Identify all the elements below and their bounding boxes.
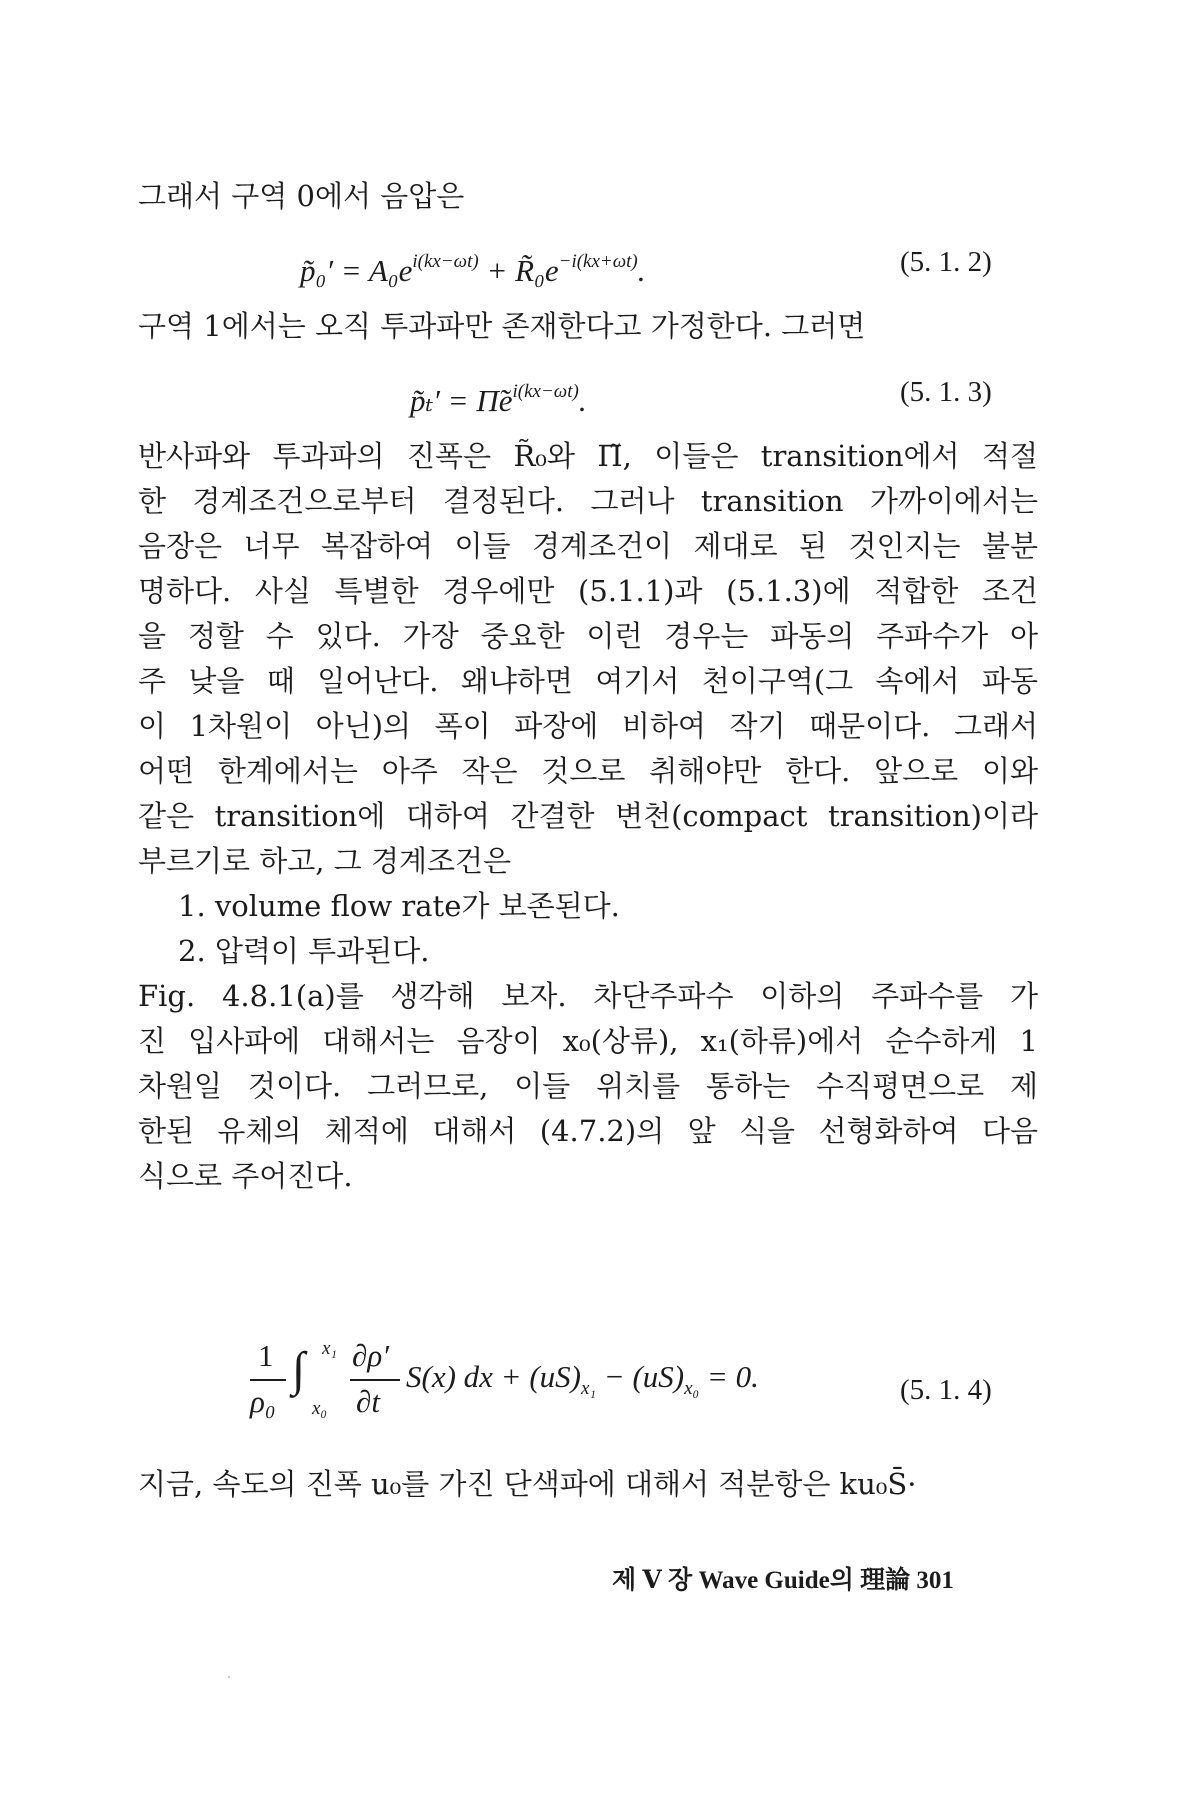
equation-5-1-2 [0, 232, 1200, 292]
paragraph-line: 부르기로 하고, 그 경계조건은 [138, 844, 512, 878]
equation-5-1-3-number: (5. 1. 3) [900, 376, 992, 408]
paragraph-region1: 구역 1에서는 오직 투과파만 존재한다고 가정한다. 그러면 [138, 309, 866, 343]
paragraph-line: 한된 유체의 체적에 대해서 (4.7.2)의 앞 식을 선형화하여 다음 [138, 1114, 1038, 1148]
paragraph-line: 명하다. 사실 특별한 경우에만 (5.1.1)과 (5.1.3)에 적합한 조건 [138, 574, 1038, 608]
page-footer: 제 Ⅴ 장 Wave Guide의 理論 301 [612, 1567, 954, 1594]
fraction-denominator-rho: ρ₀ [250, 1384, 276, 1419]
paragraph-line: 반사파와 투과파의 진폭은 R̃₀와 Π̃, 이들은 transition에서 적절 [138, 439, 1038, 473]
equation-5-1-4-row [0, 1360, 1200, 1420]
equation-5-1-4-number: (5. 1. 4) [900, 1374, 992, 1406]
equation-5-1-3-expression: p̃ₜ′ = $\Pĩe^{i(kx-\omega t)}$. [410, 381, 587, 418]
paragraph-line: 이 1차원이 아닌)의 폭이 파장에 비하여 작기 때문이다. 그래서 [138, 709, 1038, 743]
paragraph-line: 어떤 한계에서는 아주 작은 것으로 취해야만 한다. 앞으로 이와 [138, 754, 1038, 788]
derivative-denominator: ∂t [356, 1384, 380, 1419]
paragraph-line: 한 경계조건으로부터 결정된다. 그러나 transition 가까이에서는 [138, 484, 1038, 518]
list-item-volume-flow: 1. volume flow rate가 보존된다. [178, 889, 620, 923]
paragraph-line: 주 낮을 때 일어난다. 왜냐하면 여기서 천이구역(그 속에서 파동 [138, 664, 1038, 698]
paragraph-line: 차원일 것이다. 그러므로, 이들 위치를 통하는 수직평면으로 제 [138, 1069, 1038, 1103]
paragraph-line: 진 입사파에 대해서는 음장이 x₀(상류), x₁(하류)에서 순수하게 1 [138, 1024, 1038, 1058]
paragraph-line: 음장은 너무 복잡하여 이들 경계조건이 제대로 된 것인지는 불분 [138, 529, 1038, 563]
paragraph-line: Fig. 4.8.1(a)를 생각해 보자. 차단주파수 이하의 주파수를 가 [138, 979, 1038, 1013]
integral-lower-limit: x₀ [312, 1398, 328, 1419]
integral-upper-limit: x₁ [322, 1338, 338, 1359]
paragraph-integral: 지금, 속도의 진폭 u₀를 가진 단색파에 대해서 적분항은 ku₀S̄· [138, 1467, 917, 1501]
scan-speck [228, 1676, 230, 1678]
list-item-pressure: 2. 압력이 투과된다. [178, 934, 430, 968]
equation-5-1-2-expression: p̃₀′ = $A_0e^{i(kx-\omega t)}$ + $R̃_0e^{-i(kx+\omega t)}$. [300, 251, 646, 288]
paragraph-line: 같은 transition에 대하여 간결한 변천(compact transition)이라 [138, 799, 1038, 833]
equation-5-1-4-rest: S(x) dx + $(uS)_{x_1} - (uS)_{x_0} = 0$. [406, 1359, 759, 1400]
integral-sign: ∫ [292, 1343, 306, 1396]
equation-5-1-3 [0, 362, 1200, 422]
paragraph-line: 을 정할 수 있다. 가장 중요한 이런 경우는 파동의 주파수가 아 [138, 619, 1038, 653]
paragraph-intro: 그래서 구역 0에서 음압은 [138, 179, 465, 213]
derivative-numerator: ∂ρ′ [352, 1338, 389, 1373]
fraction-numerator-one: 1 [258, 1338, 274, 1373]
equation-5-1-2-number: (5. 1. 2) [900, 246, 992, 278]
paragraph-line: 식으로 주어진다. [138, 1159, 353, 1193]
